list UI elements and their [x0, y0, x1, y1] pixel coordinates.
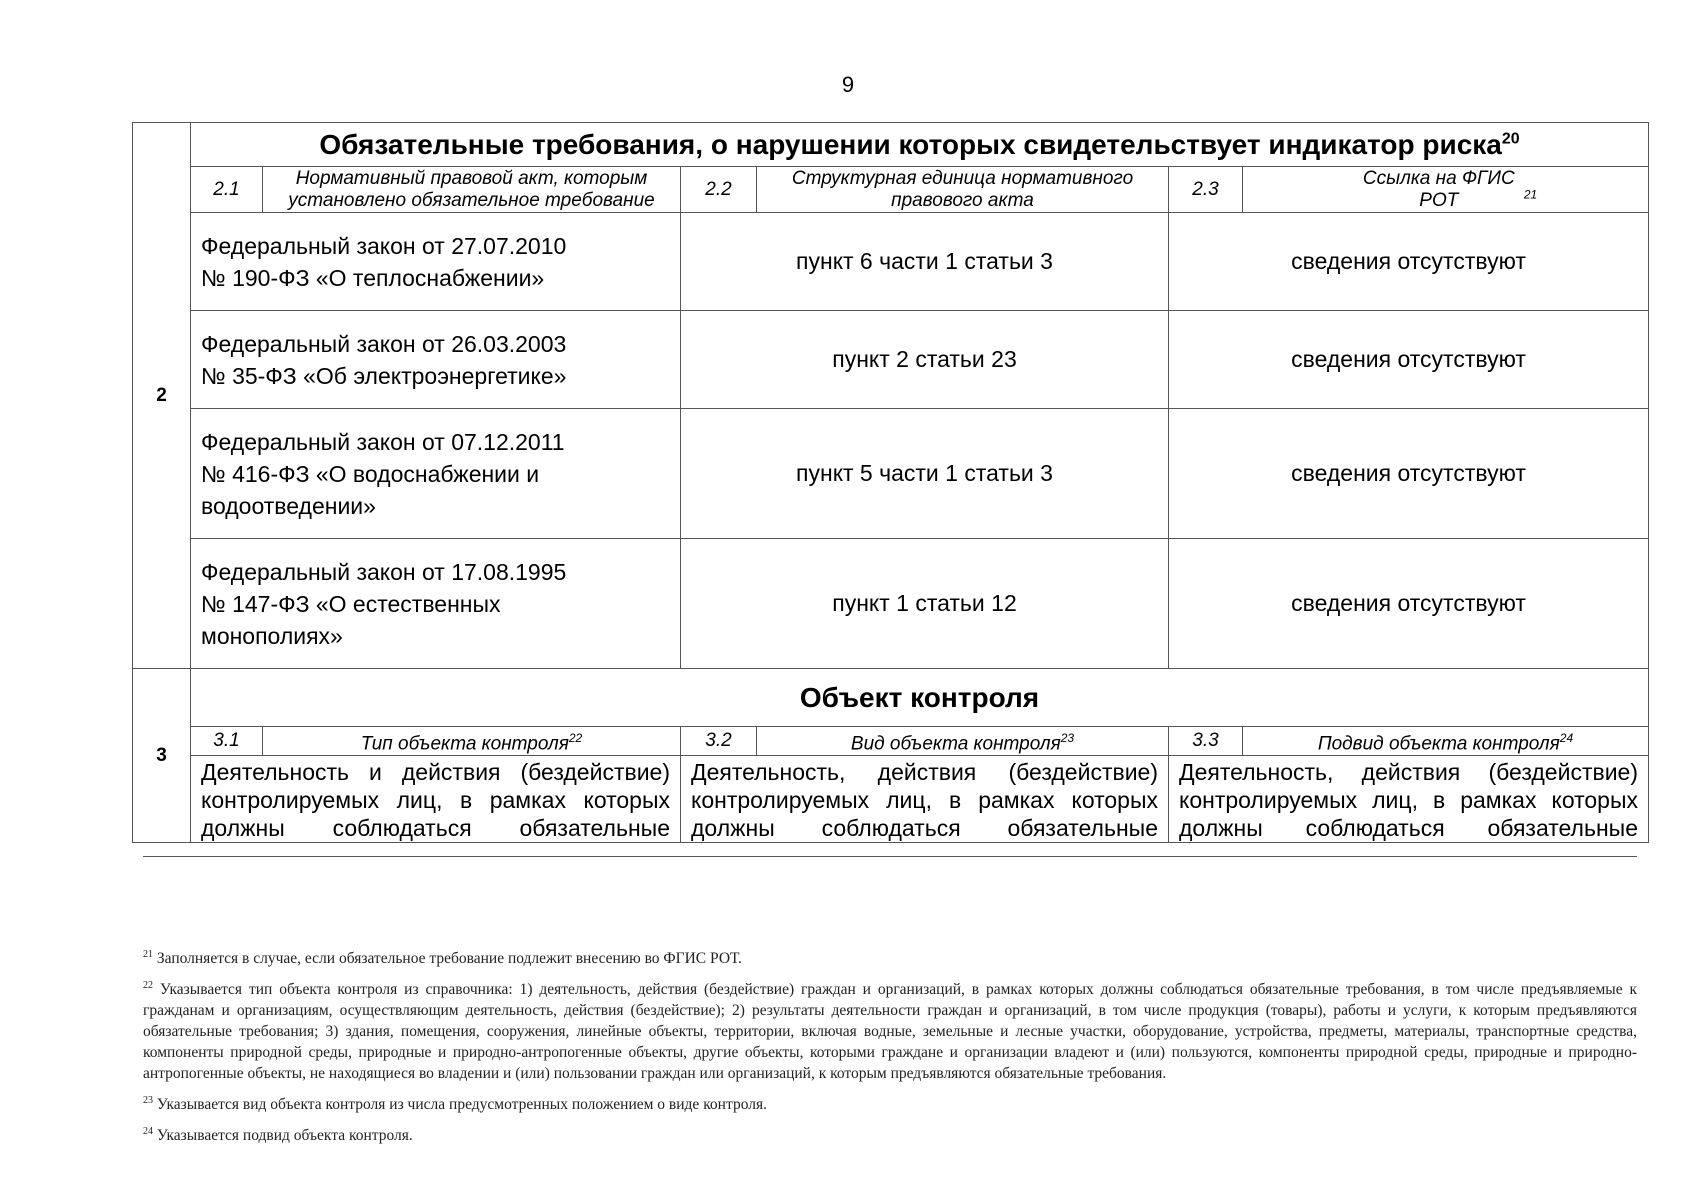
subheader-number: 2.2: [681, 167, 757, 213]
subheader-label-text: Ссылка на ФГИС РОТ: [1362, 167, 1515, 211]
footnote-separator: [143, 856, 1637, 857]
legal-act-line: монополиях»: [201, 622, 343, 649]
subheader-number: 3.1: [191, 727, 263, 756]
footnote-ref: 24: [1559, 731, 1574, 745]
legal-act-line: Федеральный закон от 07.12.2011: [201, 428, 565, 455]
footnote-text: Указывается подвид объекта контроля.: [156, 1127, 413, 1145]
footnote-ref: 21: [1523, 187, 1538, 202]
fgis-link-cell: сведения отсутствуют: [1169, 539, 1649, 669]
table-row: [133, 756, 1649, 843]
fgis-link-cell: сведения отсутствуют: [1169, 409, 1649, 539]
footnote-number: 22: [143, 980, 153, 992]
subheader-number: 2.3: [1169, 167, 1243, 213]
legal-act-line: Федеральный закон от 26.03.2003: [201, 330, 567, 357]
footnote-ref: 20: [1501, 130, 1520, 148]
footnote-text: Заполняется в случае, если обязательное требование подлежит внесению во ФГИС РОТ.: [156, 950, 742, 968]
legal-act-line: Федеральный закон от 27.07.2010: [201, 232, 567, 259]
fgis-link-cell: сведения отсутствуют: [1169, 213, 1649, 311]
section-number: 3: [133, 669, 191, 843]
footnote-number: 24: [143, 1126, 153, 1138]
footnote: [143, 944, 1637, 969]
footnote-text: Указывается вид объекта контроля из числа предусмотренных положением о виде контроля.: [156, 1096, 767, 1114]
fgis-link-cell: сведения отсутствуют: [1169, 311, 1649, 409]
legal-act-line: № 147-ФЗ «О естественных: [201, 590, 501, 617]
footnotes: [143, 944, 1637, 1153]
footnote-number: 21: [143, 949, 153, 960]
subheader-label: [757, 727, 1169, 756]
subheader-label-text: Вид объекта контроля: [850, 733, 1061, 755]
subheader-label: Структурная единица нормативного правового акта: [757, 167, 1169, 213]
legal-act-line: водоотведении»: [201, 492, 376, 519]
subheader-number: 3.2: [681, 727, 757, 756]
legal-act-cell: [191, 311, 681, 409]
subheader-label: [263, 727, 681, 756]
legal-act-cell: [191, 213, 681, 311]
legal-act-line: № 35-ФЗ «Об электроэнергетике»: [201, 362, 567, 389]
object-subkind-cell: [1169, 756, 1649, 843]
table-row: [133, 409, 1649, 539]
structural-unit-cell: пункт 2 статьи 23: [681, 311, 1169, 409]
table-row: [133, 213, 1649, 311]
footnote: [143, 1090, 1637, 1115]
subheader-label: Нормативный правовой акт, которым установлено обязательное требование: [263, 167, 681, 213]
object-text: Деятельность и действия (бездействие) контролируемых лиц, в рамках которых должны соблюдаться обязательные: [201, 759, 670, 842]
legal-act-line: № 416-ФЗ «О водоснабжении и: [201, 460, 540, 487]
requirements-table: [132, 122, 1649, 843]
legal-act-cell: [191, 409, 681, 539]
subheader-label: [1243, 167, 1649, 213]
section-title: [191, 123, 1649, 167]
footnote-number: 23: [143, 1095, 153, 1107]
table-row: [133, 311, 1649, 409]
legal-act-line: Федеральный закон от 17.08.1995: [201, 558, 567, 585]
section-number: 2: [133, 123, 191, 669]
section-title: Объект контроля: [191, 669, 1649, 727]
section-title-text: Обязательные требования, о нарушении которых свидетельствует индикатор риска: [319, 128, 1502, 160]
footnote-ref: 23: [1060, 731, 1075, 745]
subheader-number: 3.3: [1169, 727, 1243, 756]
table-row: [133, 539, 1649, 669]
object-type-cell: [191, 756, 681, 843]
object-kind-cell: [681, 756, 1169, 843]
footnote-text: Указывается тип объекта контроля из справочника: 1) деятельность, действия (бездействие) граждан и организаций, в рамках которых должны соблюдаться обязательные требования, в том числе предъявляемые к гражданам и организациям, осуществляющим деятельность, действия (бездействие); 2) результаты деятельности граждан и организаций, в том числе продукция (товары), работы и услуги, к которым предъявляются обязательные требования; 3) здания, помещения, сооружения, линейные объекты, территории, включая водные, земельные и лесные участки, оборудование, устройства, предметы, материалы, транспортные средства, компоненты природной среды, природные и природно-антропогенные объекты, другие объекты, которыми граждане и организации владеют и (или) пользуются, компоненты природной среды, природные и природно-антропогенные объекты, не находящиеся во владении и (или) пользовании граждан или организаций, к которым предъявляются обязательные требования.: [143, 981, 1637, 1083]
subheader-label-text: Подвид объекта контроля: [1317, 733, 1560, 755]
legal-act-cell: [191, 539, 681, 669]
footnote: [143, 1121, 1637, 1146]
footnote: [143, 975, 1637, 1084]
structural-unit-cell: пункт 1 статьи 12: [681, 539, 1169, 669]
structural-unit-cell: пункт 6 части 1 статьи 3: [681, 213, 1169, 311]
object-text: Деятельность, действия (бездействие) контролируемых лиц, в рамках которых должны соблюдаться обязательные: [691, 759, 1158, 842]
subheader-number: 2.1: [191, 167, 263, 213]
object-text: Деятельность, действия (бездействие) контролируемых лиц, в рамках которых должны соблюдаться обязательные: [1179, 759, 1638, 842]
subheader-label-text: Тип объекта контроля: [360, 733, 569, 755]
footnote-ref: 22: [568, 731, 583, 745]
subheader-label: [1243, 727, 1649, 756]
page-number: 9: [841, 72, 855, 97]
legal-act-line: № 190-ФЗ «О теплоснабжении»: [201, 264, 545, 291]
structural-unit-cell: пункт 5 части 1 статьи 3: [681, 409, 1169, 539]
